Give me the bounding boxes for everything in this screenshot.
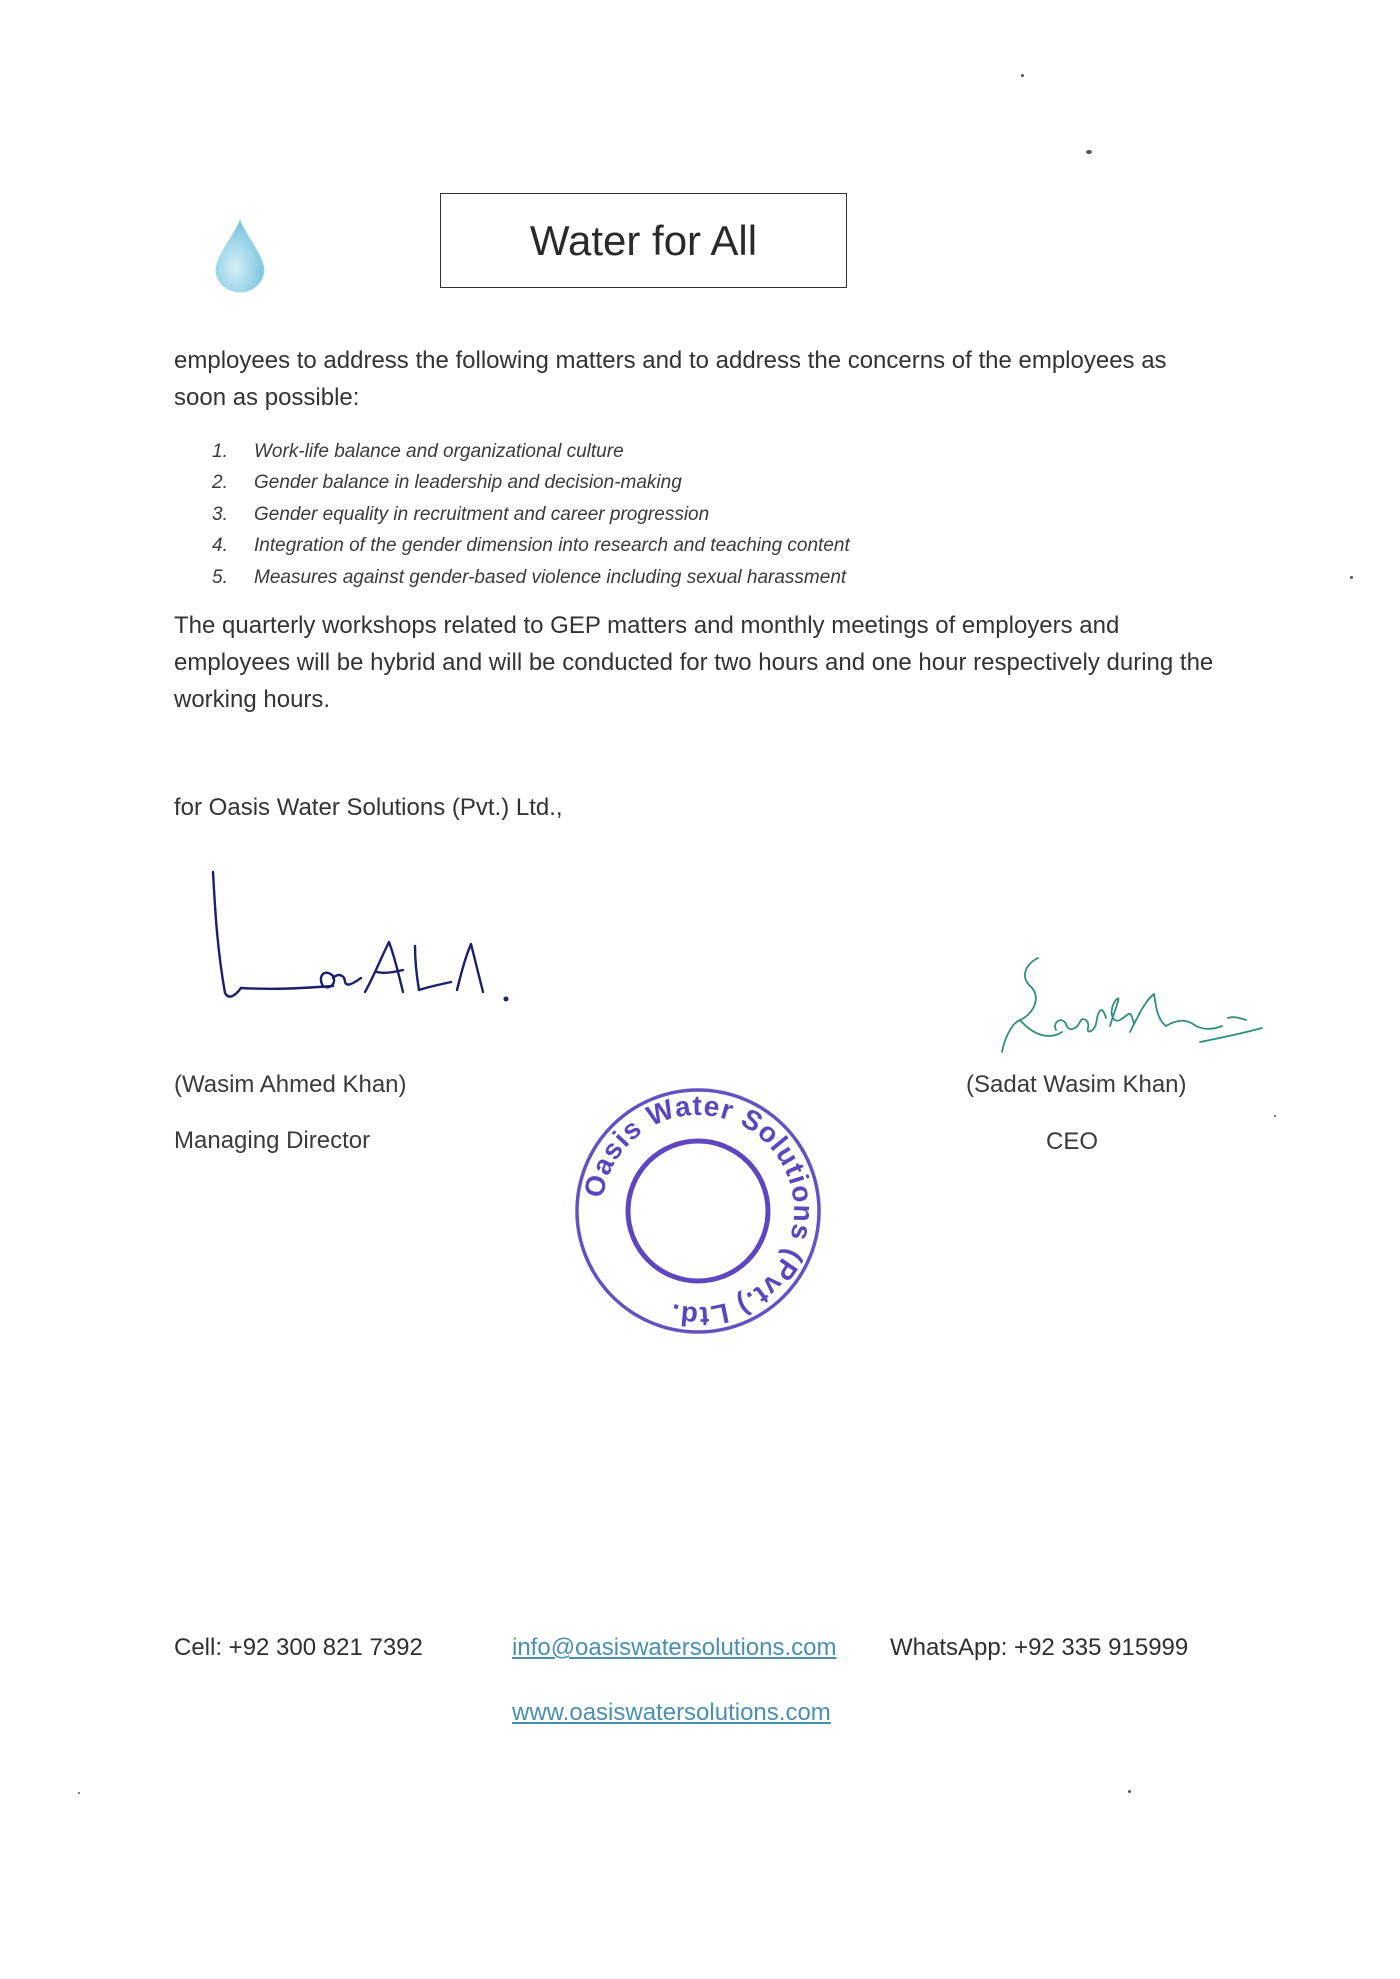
letterhead-title-box [440,193,847,288]
letterhead-title: Water for All [529,216,758,264]
ceo-name: (Sadat Wasim Khan) [966,1071,1187,1098]
scan-speck [1021,74,1024,77]
list-item [212,468,1112,500]
list-item [212,436,1112,468]
list-item [212,562,1112,594]
list-text: Measures against gender-based violence including sexual harassment [254,566,847,588]
scan-speck [1086,150,1092,154]
list-text: Work-life balance and organizational culture [254,440,624,462]
intro-paragraph: employees to address the following matters and to address the concerns of the employees as soon as possible: [174,347,1167,411]
stamp-text: Oasis Water Solutions (Pvt.) Ltd. [577,1089,820,1333]
matters-list [212,436,1112,594]
footer-whatsapp-number: WhatsApp: +92 335 915999 [890,1634,1189,1661]
list-number: 4. [212,535,228,557]
footer-website-link[interactable]: www.oasiswatersolutions.com [512,1699,831,1726]
scan-speck [1350,576,1353,579]
list-number: 2. [212,472,228,494]
list-item [212,499,1112,531]
list-item [212,531,1112,563]
managing-director-title: Managing Director [174,1127,371,1154]
list-number: 3. [212,503,228,525]
company-seal-stamp [572,1085,824,1337]
list-number: 5. [212,566,228,588]
managing-director-name: (Wasim Ahmed Khan) [174,1071,407,1098]
footer-cell-number: Cell: +92 300 821 7392 [174,1634,423,1661]
footer-email-link[interactable]: info@oasiswatersolutions.com [512,1634,837,1661]
list-text: Integration of the gender dimension into research and teaching content [254,535,850,557]
list-text: Gender balance in leadership and decision-making [254,472,682,494]
managing-director-signature [205,868,535,1018]
ceo-signature [990,950,1270,1070]
company-signoff: for Oasis Water Solutions (Pvt.) Ltd., [174,794,563,821]
list-text: Gender equality in recruitment and career progression [254,503,710,525]
list-number: 1. [212,440,228,462]
closing-paragraph: The quarterly workshops related to GEP matters and monthly meetings of employers and employees will be hybrid and will be conducted for two hours and one hour respectively during the working hours. [174,612,1214,713]
scan-speck [1274,1115,1276,1117]
scan-speck [78,1792,80,1794]
scan-speck [1128,1790,1131,1793]
water-drop-icon [212,218,268,294]
ceo-title: CEO [1046,1128,1099,1155]
